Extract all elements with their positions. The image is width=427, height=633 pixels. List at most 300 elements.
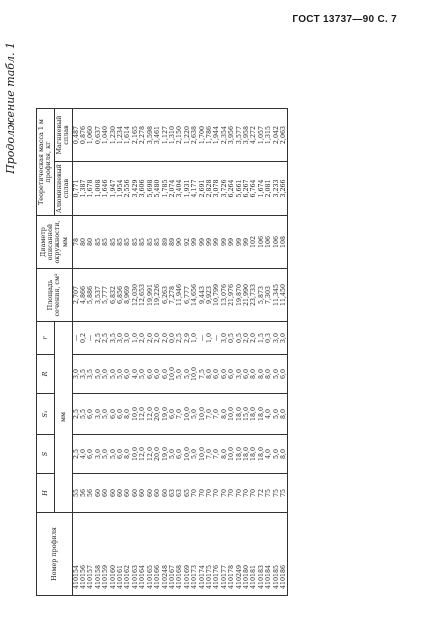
table-cell: 102 <box>250 216 257 269</box>
table-cell: 7,0 <box>213 394 220 435</box>
table-row <box>228 109 235 596</box>
table-cell: 1,786 <box>206 109 213 162</box>
table-cell: 2,5 <box>72 394 80 435</box>
table-cell: 60 <box>95 474 102 513</box>
table-cell: 10,0 <box>132 394 139 435</box>
table-row <box>72 109 80 596</box>
table-cell: 3,577 <box>236 109 243 162</box>
table-row <box>258 109 265 596</box>
table-cell: 6,777 <box>184 269 191 322</box>
table-cell: 0,876 <box>80 109 87 162</box>
table-cell: 85 <box>132 216 139 269</box>
table-cell: 75 <box>280 474 288 513</box>
table-cell: 6,0 <box>87 394 94 435</box>
table-cell: 12,0 <box>147 394 154 435</box>
table-cell: 75 <box>273 474 280 513</box>
table-cell: 1,614 <box>124 109 131 162</box>
table-row <box>206 109 213 596</box>
table-cell: 1,220 <box>184 109 191 162</box>
table-cell: 1,057 <box>258 109 265 162</box>
table-cell: 1,944 <box>213 109 220 162</box>
table-cell: 99 <box>236 216 243 269</box>
col-h-header: H <box>37 474 55 513</box>
table-cell: 4,177 <box>191 162 198 216</box>
table-cell: — <box>213 322 220 355</box>
table-row <box>243 109 250 596</box>
table-cell: 7,303 <box>265 269 272 322</box>
table-cell: 3,078 <box>213 162 220 216</box>
table-cell: 5,661 <box>236 162 243 216</box>
table-cell: 2,691 <box>199 162 206 216</box>
table-cell: 2,707 <box>72 269 80 322</box>
table-cell: 8,969 <box>124 269 131 322</box>
table-cell: 99 <box>199 216 206 269</box>
table-cell: 6,0 <box>117 435 124 474</box>
table-cell: 0,771 <box>72 162 80 216</box>
table-cell: 410168 <box>176 513 183 596</box>
table-cell: 5,0 <box>273 435 280 474</box>
table-cell: 18,0 <box>258 394 265 435</box>
table-cell: 5,0 <box>273 394 280 435</box>
table-cell: 12,030 <box>132 269 139 322</box>
table-cell: 2,828 <box>206 162 213 216</box>
table-cell: 6,267 <box>243 162 250 216</box>
table-cell: 5,0 <box>102 394 109 435</box>
table-cell: 6,0 <box>169 394 176 435</box>
table-cell: — <box>87 322 94 355</box>
table-cell: 1,5 <box>258 322 265 355</box>
table-cell: 10,0 <box>169 355 176 394</box>
table-row <box>265 109 272 596</box>
table-cell: 6,0 <box>243 355 250 394</box>
table-row <box>213 109 220 596</box>
table-cell: 5,0 <box>139 355 146 394</box>
table-cell: 8,0 <box>124 394 131 435</box>
table-cell: 18,0 <box>250 435 257 474</box>
table-row <box>87 109 94 596</box>
table-cell: 3,266 <box>280 162 288 216</box>
table-cell: 410156 <box>80 513 87 596</box>
table-cell: 70 <box>191 474 198 513</box>
table-cell: 2,0 <box>154 322 161 355</box>
table-cell: 6,0 <box>213 355 220 394</box>
table-cell: 0,2 <box>80 322 87 355</box>
table-cell: 410157 <box>87 513 94 596</box>
table-cell: 1,646 <box>102 162 109 216</box>
col-mg-header: Магниевый сплав <box>54 109 72 162</box>
table-cell: 7,0 <box>176 394 183 435</box>
table-cell: 78 <box>72 216 80 269</box>
page-header: ГОСТ 13737—90 С. 7 <box>292 14 397 25</box>
table-row <box>117 109 124 596</box>
col-s-header: S <box>37 435 55 474</box>
table-cell: 3,233 <box>273 162 280 216</box>
table-cell: 0,637 <box>95 109 102 162</box>
table-cell: 6,0 <box>280 355 288 394</box>
table-cell: 6,263 <box>162 269 169 322</box>
table-cell: 99 <box>228 216 235 269</box>
table-cell: 2,0 <box>250 322 257 355</box>
table-cell: 410183 <box>258 513 265 596</box>
table-cell: 8,0 <box>280 435 288 474</box>
table-cell: 10,0 <box>184 394 191 435</box>
table-cell: 10,799 <box>213 269 220 322</box>
table-cell: 2,0 <box>147 322 154 355</box>
units-mm-header: мм <box>54 322 72 513</box>
table-cell: 99 <box>243 216 250 269</box>
table-row <box>162 109 169 596</box>
table-cell: 0,487 <box>72 109 80 162</box>
table-cell: 6,856 <box>117 269 124 322</box>
table-cell: 8,0 <box>250 355 257 394</box>
table-cell: 1,060 <box>87 109 94 162</box>
table-cell: 5,698 <box>147 162 154 216</box>
table-cell: 3,958 <box>243 109 250 162</box>
table-cell: 410162 <box>124 513 131 596</box>
table-cell: 1,0 <box>191 322 198 355</box>
table-cell: 3,598 <box>147 109 154 162</box>
table-cell: 85 <box>117 216 124 269</box>
table-cell: 2,556 <box>124 162 131 216</box>
table-cell: 20,0 <box>154 435 161 474</box>
col-profile-header: Номер профиля <box>37 513 73 596</box>
table-cell: 8,0 <box>258 355 265 394</box>
table-cell: 10,0 <box>191 355 198 394</box>
table-cell: 3,726 <box>221 162 228 216</box>
table-row <box>95 109 102 596</box>
table-cell: 8,0 <box>280 394 288 435</box>
table-row <box>80 109 87 596</box>
table-cell: 2,0 <box>243 322 250 355</box>
table-cell: 70 <box>206 474 213 513</box>
table-cell: 3,537 <box>95 269 102 322</box>
table-cell: 8,0 <box>206 355 213 394</box>
table-cell: 60 <box>124 474 131 513</box>
table-cell: 1,127 <box>162 109 169 162</box>
table-cell: 6,0 <box>124 355 131 394</box>
table-cell: 10,0 <box>132 435 139 474</box>
table-cell: 80 <box>87 216 94 269</box>
col-s1-header: S₁ <box>37 394 55 435</box>
table-cell: 4,0 <box>80 435 87 474</box>
table-cell: 5,777 <box>102 269 109 322</box>
table-cell: 11,946 <box>176 269 183 322</box>
table-cell: 60 <box>110 474 117 513</box>
table-cell: 70 <box>228 474 235 513</box>
table-cell: 0,5 <box>228 322 235 355</box>
table-cell: 60 <box>147 474 154 513</box>
table-cell: 2,150 <box>176 109 183 162</box>
table-cell: 5,0 <box>273 355 280 394</box>
table-cell: 99 <box>221 216 228 269</box>
table-cell: 10,0 <box>228 435 235 474</box>
table-cell: 3,0 <box>95 394 102 435</box>
table-row <box>236 109 243 596</box>
table-cell: 3,0 <box>117 322 124 355</box>
table-cell: 410186 <box>280 513 288 596</box>
table-cell: 6,0 <box>154 355 161 394</box>
table-cell: 90 <box>176 216 183 269</box>
table-cell: 18,0 <box>258 435 265 474</box>
table-cell: 9,443 <box>199 269 206 322</box>
table-cell: 1,678 <box>87 162 94 216</box>
table-cell: 23,733 <box>250 269 257 322</box>
table-cell: 19,0 <box>162 394 169 435</box>
table-cell: 85 <box>95 216 102 269</box>
table-row <box>191 109 198 596</box>
table-cell: 7,0 <box>213 435 220 474</box>
table-row <box>273 109 280 596</box>
table-cell: 410176 <box>213 513 220 596</box>
table-cell: 2,0 <box>162 322 169 355</box>
table-row <box>139 109 146 596</box>
table-cell: 410175 <box>206 513 213 596</box>
table-cell: 410249 <box>236 513 243 596</box>
table-cell: 2,354 <box>221 109 228 162</box>
table-cell: 5,5 <box>80 394 87 435</box>
table-cell: 5,886 <box>87 269 94 322</box>
table-cell: 410154 <box>72 513 80 596</box>
table-cell: 6,0 <box>110 394 117 435</box>
table-cell: 6,0 <box>87 435 94 474</box>
table-cell: 70 <box>213 474 220 513</box>
table-cell: — <box>72 322 80 355</box>
table-cell: 3,956 <box>228 109 235 162</box>
table-cell: 0,0 <box>169 322 176 355</box>
table-cell: 2,081 <box>265 162 272 216</box>
table-cell: 3,0 <box>72 355 80 394</box>
table-cell: 3,0 <box>280 322 288 355</box>
table-cell: 70 <box>236 474 243 513</box>
table-cell: 1,785 <box>162 162 169 216</box>
col-diameter-header: Диаметр описанной окружности, мм <box>37 216 73 269</box>
table-cell: 55 <box>72 474 80 513</box>
table-cell: 6,0 <box>228 355 235 394</box>
table-cell: 2,5 <box>95 322 102 355</box>
table-cell: 6,0 <box>117 394 124 435</box>
table-cell: 75 <box>265 474 272 513</box>
table-row <box>102 109 109 596</box>
table-cell: 89 <box>169 216 176 269</box>
table-cell: 3,0 <box>221 322 228 355</box>
table-cell: 60 <box>132 474 139 513</box>
table-cell: 85 <box>102 216 109 269</box>
table-cell: 410169 <box>184 513 191 596</box>
table-cell: 5,0 <box>191 394 198 435</box>
table-continuation-label: Продолжение табл. 1 <box>4 42 17 174</box>
table-cell: 85 <box>154 216 161 269</box>
table-cell: 410164 <box>139 513 146 596</box>
table-cell: 6,264 <box>228 162 235 216</box>
table-cell: 410180 <box>243 513 250 596</box>
table-cell: 6,764 <box>250 162 257 216</box>
table-cell: 3,5 <box>110 322 117 355</box>
table-cell: 21,990 <box>243 269 250 322</box>
table-cell: 2,5 <box>102 322 109 355</box>
table-cell: 1,0 <box>206 322 213 355</box>
table-cell: 70 <box>243 474 250 513</box>
table-cell: 5,0 <box>110 355 117 394</box>
table-cell: 5,480 <box>154 162 161 216</box>
table-cell: 18,0 <box>243 435 250 474</box>
table-row <box>147 109 154 596</box>
table-cell: 89 <box>162 216 169 269</box>
col-r-small-header: r <box>37 322 55 355</box>
table-row <box>132 109 139 596</box>
table-cell: 99 <box>213 216 220 269</box>
table-cell: 410160 <box>110 513 117 596</box>
table-cell: 8,0 <box>221 394 228 435</box>
table-cell: 2,063 <box>280 109 288 162</box>
table-cell: 85 <box>124 216 131 269</box>
table-cell: 12,0 <box>139 394 146 435</box>
table-cell: 12,653 <box>139 269 146 322</box>
table-cell: 63 <box>176 474 183 513</box>
table-cell: 3,0 <box>273 322 280 355</box>
table-cell: 13,076 <box>221 269 228 322</box>
table-cell: 3,0 <box>236 355 243 394</box>
table-cell: 65 <box>184 474 191 513</box>
table-body <box>72 109 288 596</box>
table-cell: 60 <box>162 474 169 513</box>
table-cell: 3,606 <box>139 162 146 216</box>
table-cell: 56 <box>80 474 87 513</box>
table-cell: 7,0 <box>206 394 213 435</box>
table-cell: 56 <box>87 474 94 513</box>
table-cell: 21,976 <box>228 269 235 322</box>
col-mass-header: Теоретическая масса 1 м профиля, кг <box>37 109 55 216</box>
table-row <box>154 109 161 596</box>
table-cell: 5,0 <box>95 355 102 394</box>
table-cell: 4,866 <box>80 269 87 322</box>
table-cell: 410248 <box>162 513 169 596</box>
table-cell: 85 <box>110 216 117 269</box>
table-cell: 410167 <box>169 513 176 596</box>
table-cell: 410178 <box>228 513 235 596</box>
table-cell: 3,0 <box>124 322 131 355</box>
table-cell: 410161 <box>117 513 124 596</box>
table-cell: 5,873 <box>258 269 265 322</box>
table-cell: 1,931 <box>184 162 191 216</box>
table-cell: 410177 <box>221 513 228 596</box>
table-cell: 1,234 <box>117 109 124 162</box>
table-cell: 410159 <box>102 513 109 596</box>
table-cell: 2,9 <box>184 322 191 355</box>
profiles-table <box>36 108 288 596</box>
table-cell: 6,832 <box>110 269 117 322</box>
table-cell: 5,0 <box>176 355 183 394</box>
table-row <box>176 109 183 596</box>
table-cell: 8,0 <box>265 355 272 394</box>
table-cell: 70 <box>221 474 228 513</box>
col-r-header: R <box>37 355 55 394</box>
table-cell: 2,5 <box>176 322 183 355</box>
table-cell: 6,0 <box>162 355 169 394</box>
table-cell: 0,3 <box>265 322 272 355</box>
rotated-table-frame <box>4 36 396 596</box>
table-row <box>221 109 228 596</box>
table-cell: 106 <box>258 216 265 269</box>
table-cell: 4,0 <box>265 394 272 435</box>
table-cell: 5,0 <box>191 435 198 474</box>
table-cell: 18,0 <box>236 394 243 435</box>
table-cell: 6,0 <box>147 355 154 394</box>
table-cell: 106 <box>273 216 280 269</box>
table-row <box>110 109 117 596</box>
table-cell: 10,0 <box>199 394 206 435</box>
table-row <box>199 109 206 596</box>
table-cell: 6,0 <box>221 355 228 394</box>
table-cell: 410163 <box>132 513 139 596</box>
table-cell: 410166 <box>154 513 161 596</box>
table-cell: 5,0 <box>117 355 124 394</box>
table-cell: 2,278 <box>139 109 146 162</box>
table-cell: 1,040 <box>102 109 109 162</box>
table-cell: 410181 <box>250 513 257 596</box>
table-cell: 72 <box>258 474 265 513</box>
table-cell: 1,0 <box>132 322 139 355</box>
table-cell: 15,0 <box>243 394 250 435</box>
table-cell: 1,947 <box>110 162 117 216</box>
table-cell: 85 <box>147 216 154 269</box>
table-cell: 19,991 <box>147 269 154 322</box>
table-cell: 70 <box>250 474 257 513</box>
table-cell: 19,870 <box>236 269 243 322</box>
table-cell: 5,0 <box>110 435 117 474</box>
col-al-header: Алюминиевый сплав <box>54 162 72 216</box>
table-cell: 60 <box>139 474 146 513</box>
table-cell: 5,0 <box>184 355 191 394</box>
table-cell: 99 <box>191 216 198 269</box>
table-cell: 3,0 <box>95 435 102 474</box>
table-cell: 8,0 <box>124 435 131 474</box>
table-row <box>184 109 191 596</box>
table-cell: 70 <box>199 474 206 513</box>
table-cell: 2,074 <box>169 162 176 216</box>
table-cell: 2,638 <box>191 109 198 162</box>
table-cell: 1,310 <box>169 109 176 162</box>
table-cell: 18,0 <box>250 394 257 435</box>
table-cell: 5,0 <box>102 355 109 394</box>
table-cell: 410174 <box>199 513 206 596</box>
table-cell: 19,226 <box>154 269 161 322</box>
table-cell: 106 <box>265 216 272 269</box>
table-cell: 10,0 <box>184 435 191 474</box>
table-cell: 3,404 <box>176 162 183 216</box>
table-cell: 410184 <box>265 513 272 596</box>
table-cell: 8,0 <box>221 435 228 474</box>
table-row <box>280 109 288 596</box>
table-cell: 410158 <box>95 513 102 596</box>
table-cell: 2,5 <box>72 435 80 474</box>
table-cell: 60 <box>117 474 124 513</box>
table-cell: 60 <box>102 474 109 513</box>
table-row <box>169 109 176 596</box>
table-cell: 11,345 <box>273 269 280 322</box>
table-cell: 1,700 <box>199 109 206 162</box>
table-cell: 18,0 <box>236 435 243 474</box>
table-cell: 1,008 <box>95 162 102 216</box>
table-cell: 80 <box>80 216 87 269</box>
table-cell: 99 <box>206 216 213 269</box>
table-cell: 410165 <box>147 513 154 596</box>
table-row <box>124 109 131 596</box>
table-cell: 7,5 <box>199 355 206 394</box>
table-cell: 2,165 <box>132 109 139 162</box>
table-cell: 3,461 <box>154 109 161 162</box>
table-cell: 4,0 <box>132 355 139 394</box>
table-cell: 9,923 <box>206 269 213 322</box>
